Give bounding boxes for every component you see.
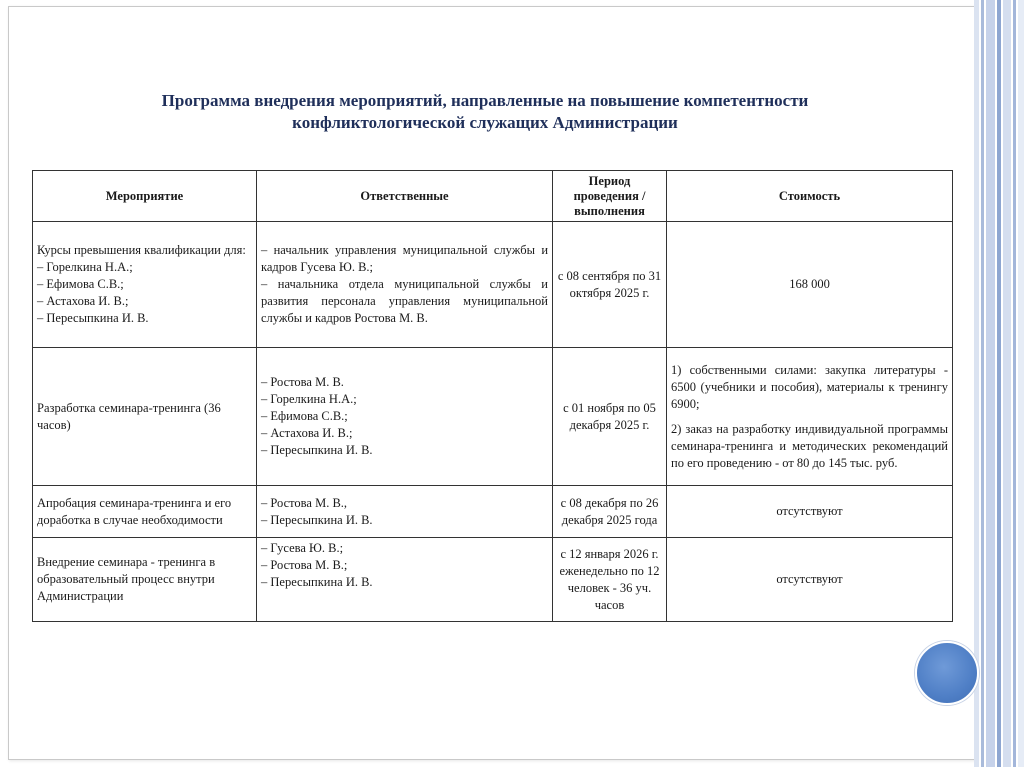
event-list [37,259,252,327]
list-item: – Ростова М. В., [261,495,548,512]
cell-cost: 168 000 [667,222,953,348]
event-intro: Курсы превышения квалификации для: [37,243,246,257]
list-item: – Астахова И. В.; [37,293,252,310]
table-row [33,486,953,538]
page-title [40,90,930,134]
cell-responsible [257,222,553,348]
list-item: – Ростова М. В. [261,374,548,391]
responsible-list [261,374,548,459]
responsible-item: – начальник управления муниципальной службы и кадров Гусева Ю. В.; [261,243,549,274]
table-header-row [33,171,953,222]
cell-period: с 08 декабря по 26 декабря 2025 года [553,486,667,538]
stripe [986,0,995,767]
title-line-1: Программа внедрения мероприятий, направленные на повышение компетентности [161,91,809,110]
responsible-list [261,540,548,591]
program-table [32,170,953,622]
list-item: – Гусева Ю. В.; [261,540,548,557]
table-row [33,538,953,622]
cell-event: Разработка семинара-тренинга (36 часов) [33,348,257,486]
list-item: – Пересыпкина И. В. [37,310,252,327]
stripe [974,0,979,767]
cost-option-1: 1) собственными силами: закупка литературы - 6500 (учебники и пособия), материалы к тренингу 6900; [671,362,948,411]
cell-period: с 08 сентября по 31 октября 2025 г. [553,222,667,348]
decorative-stripes [974,0,1024,767]
responsible-text: начальник управления муниципальной службы и кадров Гусева Ю. В.; [261,243,549,274]
stripe [997,0,1001,767]
header-period: Период проведения / выполнения [553,171,667,222]
cell-event: Апробация семинара-тренинга и его доработка в случае необходимости [33,486,257,538]
stripe [1013,0,1016,767]
header-event: Мероприятие [33,171,257,222]
cell-cost [667,348,953,486]
stripe [981,0,984,767]
cell-event [33,222,257,348]
list-item: – Горелкина Н.А.; [261,391,548,408]
spacer [671,413,948,421]
list-item: – Пересыпкина И. В. [261,442,548,459]
responsible-item: – начальника отдела муниципальной службы и развития персонала управления муниципальной службы и кадров Ростова М. В. [261,277,548,325]
responsible-list [261,495,548,529]
title-line-2: конфликтологической служащих Администрации [292,113,678,132]
cell-event: Внедрение семинара - тренинга в образовательный процесс внутри Администрации [33,538,257,622]
cell-responsible [257,486,553,538]
list-item: – Астахова И. В.; [261,425,548,442]
header-cost: Стоимость [667,171,953,222]
cell-period: с 01 ноября по 05 декабря 2025 г. [553,348,667,486]
list-item: – Ростова М. В.; [261,557,548,574]
list-item: – Ефимова С.В.; [37,276,252,293]
cell-responsible [257,538,553,622]
list-item: – Пересыпкина И. В. [261,574,548,591]
stripe [1003,0,1011,767]
cell-responsible [257,348,553,486]
cell-period: с 12 января 2026 г. еженедельно по 12 человек - 36 уч. часов [553,538,667,622]
list-item: – Горелкина Н.А.; [37,259,252,276]
list-item: – Ефимова С.В.; [261,408,548,425]
cell-cost: отсутствуют [667,486,953,538]
table-row [33,222,953,348]
header-responsible: Ответственные [257,171,553,222]
stripe [1018,0,1024,767]
cell-cost: отсутствуют [667,538,953,622]
cost-option-2: 2) заказ на разработку индивидуальной программы семинара-тренинга и методических рекомендаций по его проведению - от 80 до 145 тыс. руб. [671,421,948,470]
decorative-circle [915,641,979,705]
responsible-text: начальника отдела муниципальной службы и развития персонала управления муниципальной службы и кадров Ростова М. В. [261,277,548,325]
table-row [33,348,953,486]
list-item: – Пересыпкина И. В. [261,512,548,529]
